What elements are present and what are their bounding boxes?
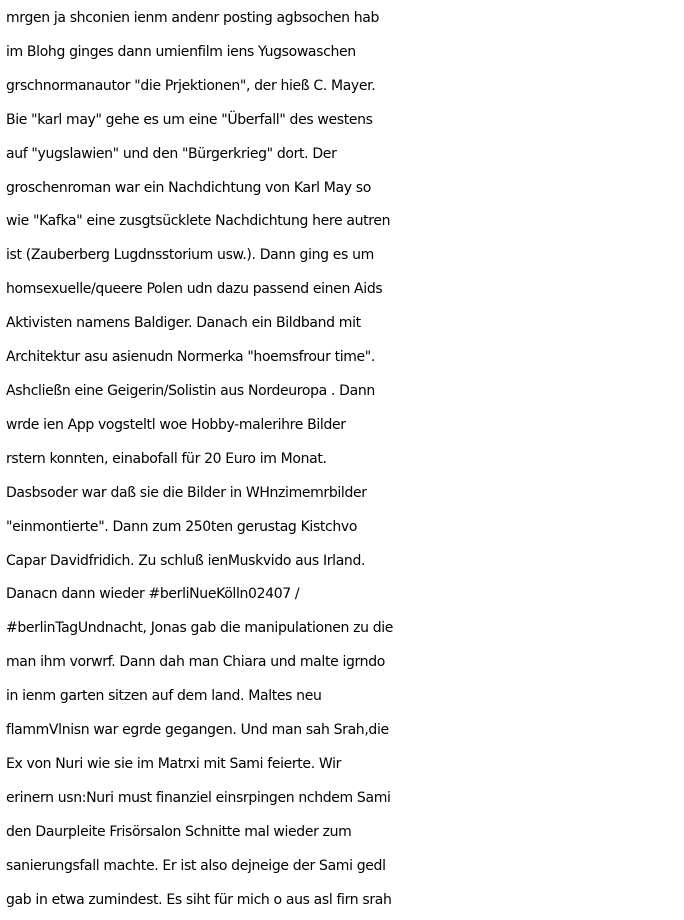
text-line: Ashcließn eine Geigerin/Solistin aus Nordeuropa . Dann (6, 382, 375, 399)
text-line: Ex von Nuri wie sie im Matrxi mit Sami feierte. Wir (6, 755, 342, 772)
text-line: in ienm garten sitzen auf dem land. Maltes neu (6, 688, 322, 705)
text-line: wrde ien App vogsteltl woe Hobby-malerihre Bilder (6, 416, 346, 433)
text-line: groschenroman war ein Nachdichtung von Karl May so (6, 179, 371, 196)
text-line: Danacn dann wieder #berliNueKölln02407 / (6, 586, 300, 603)
text-line: homsexuelle/queere Polen udn dazu passend einen Aids (6, 281, 383, 298)
text-line: mrgen ja shconien ienm andenr posting agbsochen hab (6, 10, 380, 26)
text-line: #berlinTagUndnacht, Jonas gab die manipulationen zu die (6, 620, 394, 637)
text-line: flammVlnisn war egrde gegangen. Und man sah Srah,die (6, 722, 389, 739)
text-line: ist (Zauberberg Lugdnsstorium usw.). Dann ging es um (6, 247, 374, 264)
text-line: Dasbsoder war daß sie die Bilder in WHnzimemrbilder (6, 484, 367, 501)
text-line: Architektur asu asienudn Normerka "hoemsfrour time". (6, 349, 376, 366)
text-line: grschnormanautor "die Prjektionen", der hieß C. Mayer. (6, 77, 376, 94)
text-line: erinern usn:Nuri must finanziel einsrpingen nchdem Sami (6, 789, 391, 806)
text-line: sanierungsfall machte. Er ist also dejneige der Sami gedl (6, 857, 386, 874)
text-line: "einmontierte". Dann zum 250ten gerustag Kistchvo (6, 518, 358, 535)
text-line: rstern konnten, einabofall für 20 Euro im Monat. (6, 450, 327, 467)
text-line: im Blohg ginges dann umienfilm iens Yugsowaschen (6, 43, 356, 60)
text-line: Aktivisten namens Baldiger. Danach ein Bildband mit (6, 315, 361, 332)
text-line: den Daurpleite Frisörsalon Schnitte mal wieder zum (6, 823, 352, 840)
text-line: man ihm vorwrf. Dann dah man Chiara und malte igrndo (6, 654, 385, 671)
body-text (6, 2, 682, 917)
text-line: Capar Davidfridich. Zu schluß ienMuskvido aus Irland. (6, 552, 366, 569)
text-line: auf "yugslawien" und den "Bürgerkrieg" dort. Der (6, 145, 337, 162)
text-line: wie "Kafka" eine zusgtsücklete Nachdichtung here autren (6, 213, 391, 230)
text-line: Bie "karl may" gehe es um eine "Überfall" des westens (6, 111, 373, 128)
text-line: gab in etwa zumindest. Es siht für mich o aus asl firn srah (6, 891, 392, 908)
